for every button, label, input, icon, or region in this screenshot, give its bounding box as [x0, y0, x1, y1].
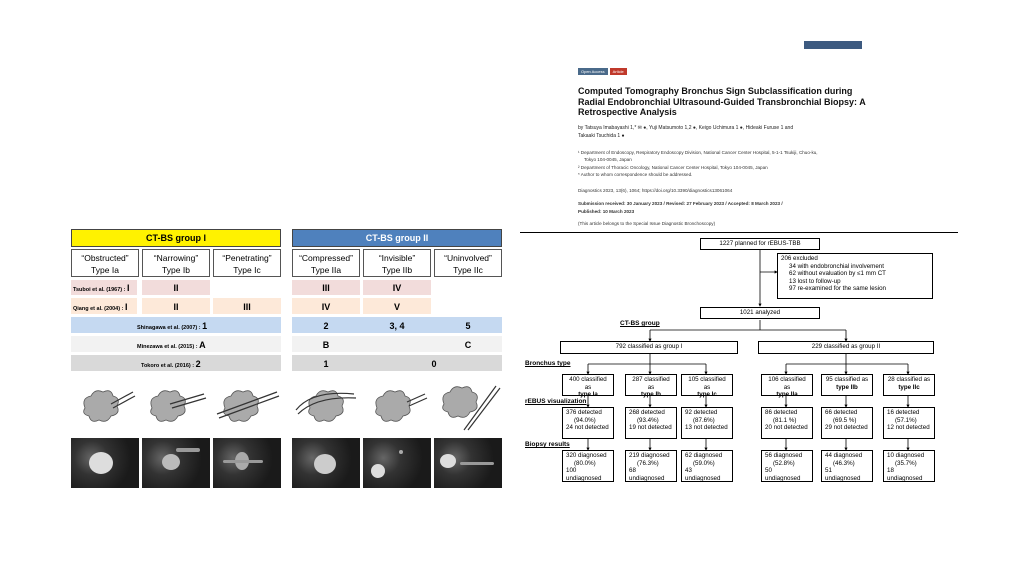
- ct-image-ic: [213, 438, 281, 488]
- flow-biopsy-undiagnosed: 18 undiagnosed: [887, 467, 923, 482]
- flow-rebus-iia: [761, 407, 813, 439]
- flow-type-name: type Ib: [641, 391, 661, 399]
- flow-rebus-not-detected: 13 not detected: [685, 424, 728, 432]
- flow-rebus-not-detected: 24 not detected: [566, 424, 609, 432]
- flow-rebus-ib: [625, 407, 677, 439]
- bronchus-type-label: Bronchus type: [525, 360, 571, 367]
- flow-rebus-not-detected: 29 not detected: [825, 424, 868, 432]
- flow-rebus-detected: 66 detected: [825, 409, 858, 416]
- divider: [520, 232, 958, 233]
- flow-biopsy-diagnosed: 62 diagnosed: [685, 452, 723, 459]
- flow-biopsy-undiagnosed: 51 undiagnosed: [825, 467, 861, 482]
- flow-biopsy-percent: (80.0%): [574, 459, 596, 467]
- flow-rebus-detected: 92 detected: [685, 409, 718, 416]
- flow-rebus-percent: (94.0%): [574, 416, 596, 424]
- flow-biopsy-percent: (59.0%): [693, 459, 715, 467]
- flow-type-name: type IIc: [898, 383, 920, 391]
- paper-affiliations: ¹ Department of Endoscopy, Respiratory Endoscopy Division, National Cancer Center Hospital, 5-1-1 Tsukiji, Chuo-ku, Tokyo 104-0045, Japan ² Department of Thoracic Oncology, National Cancer Center Hospital, Tokyo 104-0045, Japan * Author to whom correspondence should be addressed.: [578, 149, 818, 177]
- flow-rebus-percent: (81.1 %): [773, 416, 797, 424]
- open-access-badge: Open Access: [578, 68, 608, 75]
- type-iia-illustration: [292, 380, 360, 432]
- flow-type-line: 28 classified as: [887, 376, 931, 383]
- group2-header: CT-BS group II: [292, 229, 502, 247]
- qiang-ib: II: [173, 302, 179, 312]
- flow-biopsy-iic: [883, 450, 935, 482]
- group1-header: CT-BS group I: [71, 229, 281, 247]
- type-iic-header: “Uninvolved” Type IIc: [434, 249, 502, 277]
- flow-biopsy-percent: (46.3%): [833, 459, 855, 467]
- flow-biopsy-percent: (76.3%): [637, 459, 659, 467]
- flow-type-line: 106 classified as: [768, 376, 806, 391]
- flow-biopsy-undiagnosed: 50 undiagnosed: [765, 467, 801, 482]
- flow-planned: 1227 planned for rEBUS-TBB: [700, 238, 820, 250]
- flow-rebus-not-detected: 20 not detected: [765, 424, 808, 432]
- flow-rebus-detected: 268 detected: [629, 409, 665, 416]
- flow-type-iib: [821, 374, 873, 396]
- flow-group1: 792 classified as group I: [560, 341, 738, 354]
- shinagawa-iib: 3, 4: [389, 321, 405, 331]
- flow-biopsy-diagnosed: 56 diagnosed: [765, 452, 803, 459]
- flow-rebus-iib: [821, 407, 873, 439]
- flow-biopsy-percent: (52.8%): [773, 459, 795, 467]
- flow-rebus-detected: 16 detected: [887, 409, 920, 416]
- flow-type-name: type Ia: [578, 391, 598, 399]
- shinagawa-iia: 2: [323, 321, 329, 331]
- flow-type-iic: [883, 374, 935, 396]
- flow-rebus-detected: 86 detected: [765, 409, 798, 416]
- article-badge: Article: [610, 68, 627, 75]
- flow-biopsy-diagnosed: 44 diagnosed: [825, 452, 863, 459]
- ct-image-iia: [292, 438, 360, 488]
- paper-citation[interactable]: Diagnostics 2023, 13(6), 1064; https://doi.org/10.3390/diagnostics13061064: [578, 187, 733, 193]
- flow-rebus-detected: 376 detected: [566, 409, 602, 416]
- tsuboi-ib: II: [173, 283, 179, 293]
- flow-type-ic: [681, 374, 733, 399]
- tsuboi-iib: IV: [392, 283, 402, 293]
- flow-biopsy-ib: [625, 450, 677, 482]
- flow-group2: 229 classified as group II: [758, 341, 934, 354]
- flow-biopsy-diagnosed: 219 diagnosed: [629, 452, 670, 459]
- rebus-label: rEBUS visualization: [525, 398, 587, 405]
- flow-rebus-iic: [883, 407, 935, 439]
- type-ic-header: “Penetrating” Type Ic: [213, 249, 281, 277]
- flow-excluded: 206 excluded 34 with endobronchial involvement 62 without evaluation by ≤1 mm CT 13 lost to follow-up 97 re-examined for the same lesion: [777, 253, 933, 299]
- qiang-ic: III: [243, 302, 251, 312]
- flow-type-name: type IIa: [776, 391, 798, 399]
- paper-authors[interactable]: by Tatsuya Imabayashi 1,* ✉ ●, Yuji Matsumoto 1,2 ●, Keigo Uchimura 1 ●, Hideaki Furuse 1 and Takaaki Tsuchida 1 ●: [578, 124, 794, 139]
- flow-biopsy-undiagnosed: 100 undiagnosed: [566, 467, 602, 482]
- flow-rebus-not-detected: 12 not detected: [887, 424, 930, 432]
- type-iib-header: “Invisible” Type IIb: [363, 249, 431, 277]
- tokoro-iia: 1: [323, 359, 329, 369]
- flow-rebus-ic: [681, 407, 733, 439]
- tokoro-iib-iic: 0: [431, 359, 437, 369]
- flow-type-line: 400 classified as: [569, 376, 607, 391]
- biopsy-label: Biopsy results: [525, 441, 570, 448]
- qiang-iib: V: [393, 302, 400, 312]
- flow-rebus-percent: (93.4%): [637, 416, 659, 424]
- type-ic-illustration: [213, 380, 281, 432]
- type-iia-header: “Compressed” Type IIa: [292, 249, 360, 277]
- type-ib-header: “Narrowing” Type Ib: [142, 249, 210, 277]
- minezawa-iic: C: [464, 340, 472, 350]
- ct-image-iic: [434, 438, 502, 488]
- flow-biopsy-diagnosed: 10 diagnosed: [887, 452, 925, 459]
- tsuboi-iia: III: [322, 283, 330, 293]
- flow-type-name: type IIb: [836, 383, 858, 391]
- flow-type-iia: [761, 374, 813, 399]
- flow-biopsy-undiagnosed: 68 undiagnosed: [629, 467, 665, 482]
- type-ia-illustration: [71, 380, 139, 432]
- flow-type-line: 105 classified as: [688, 376, 726, 391]
- flow-rebus-ia: [562, 407, 614, 439]
- flow-rebus-not-detected: 19 not detected: [629, 424, 672, 432]
- type-ia-header: “Obstructed” Type Ia: [71, 249, 139, 277]
- ctbs-group-label: CT-BS group: [620, 320, 660, 327]
- flow-type-ia: [562, 374, 614, 399]
- paper-title: Computed Tomography Bronchus Sign Subclassification during Radial Endobronchial Ultrasound-Guided Transbronchial Biopsy: A Retrospective Analysis: [578, 86, 866, 117]
- type-ib-illustration: [142, 380, 210, 432]
- flow-type-name: type Ic: [697, 391, 717, 399]
- flow-biopsy-iib: [821, 450, 873, 482]
- flow-rebus-percent: (87.6%): [693, 416, 715, 424]
- flow-type-line: 287 classified as: [632, 376, 670, 391]
- paper-dates: Submission received: 30 January 2023 / Revised: 27 February 2023 / Accepted: 8 March 2023 / Published: 10 March 2023: [578, 201, 783, 214]
- qiang-iia: IV: [321, 302, 331, 312]
- flow-biopsy-iia: [761, 450, 813, 482]
- flow-type-ib: [625, 374, 677, 399]
- type-iib-illustration: [363, 380, 431, 432]
- flow-biopsy-ia: [562, 450, 614, 482]
- ct-image-iib: [363, 438, 431, 488]
- ct-image-ib: [142, 438, 210, 488]
- paper-header: [578, 40, 868, 228]
- flow-rebus-percent: (69.5 %): [833, 416, 857, 424]
- shinagawa-iic: 5: [465, 321, 471, 331]
- flow-biopsy-percent: (35.7%): [895, 459, 917, 467]
- flow-rebus-percent: (57.1%): [895, 416, 917, 424]
- flow-type-line: 95 classified as: [825, 376, 869, 383]
- special-issue-note[interactable]: (This article belongs to the Special Issue Diagnostic Bronchoscopy): [578, 221, 716, 226]
- flow-biopsy-diagnosed: 320 diagnosed: [566, 452, 607, 459]
- ct-image-ia: [71, 438, 139, 488]
- minezawa-iia: B: [322, 340, 330, 350]
- flow-biopsy-undiagnosed: 43 undiagnosed: [685, 467, 721, 482]
- flow-analyzed: 1021 analyzed: [700, 307, 820, 319]
- type-iic-illustration: [434, 380, 502, 432]
- flow-biopsy-ic: [681, 450, 733, 482]
